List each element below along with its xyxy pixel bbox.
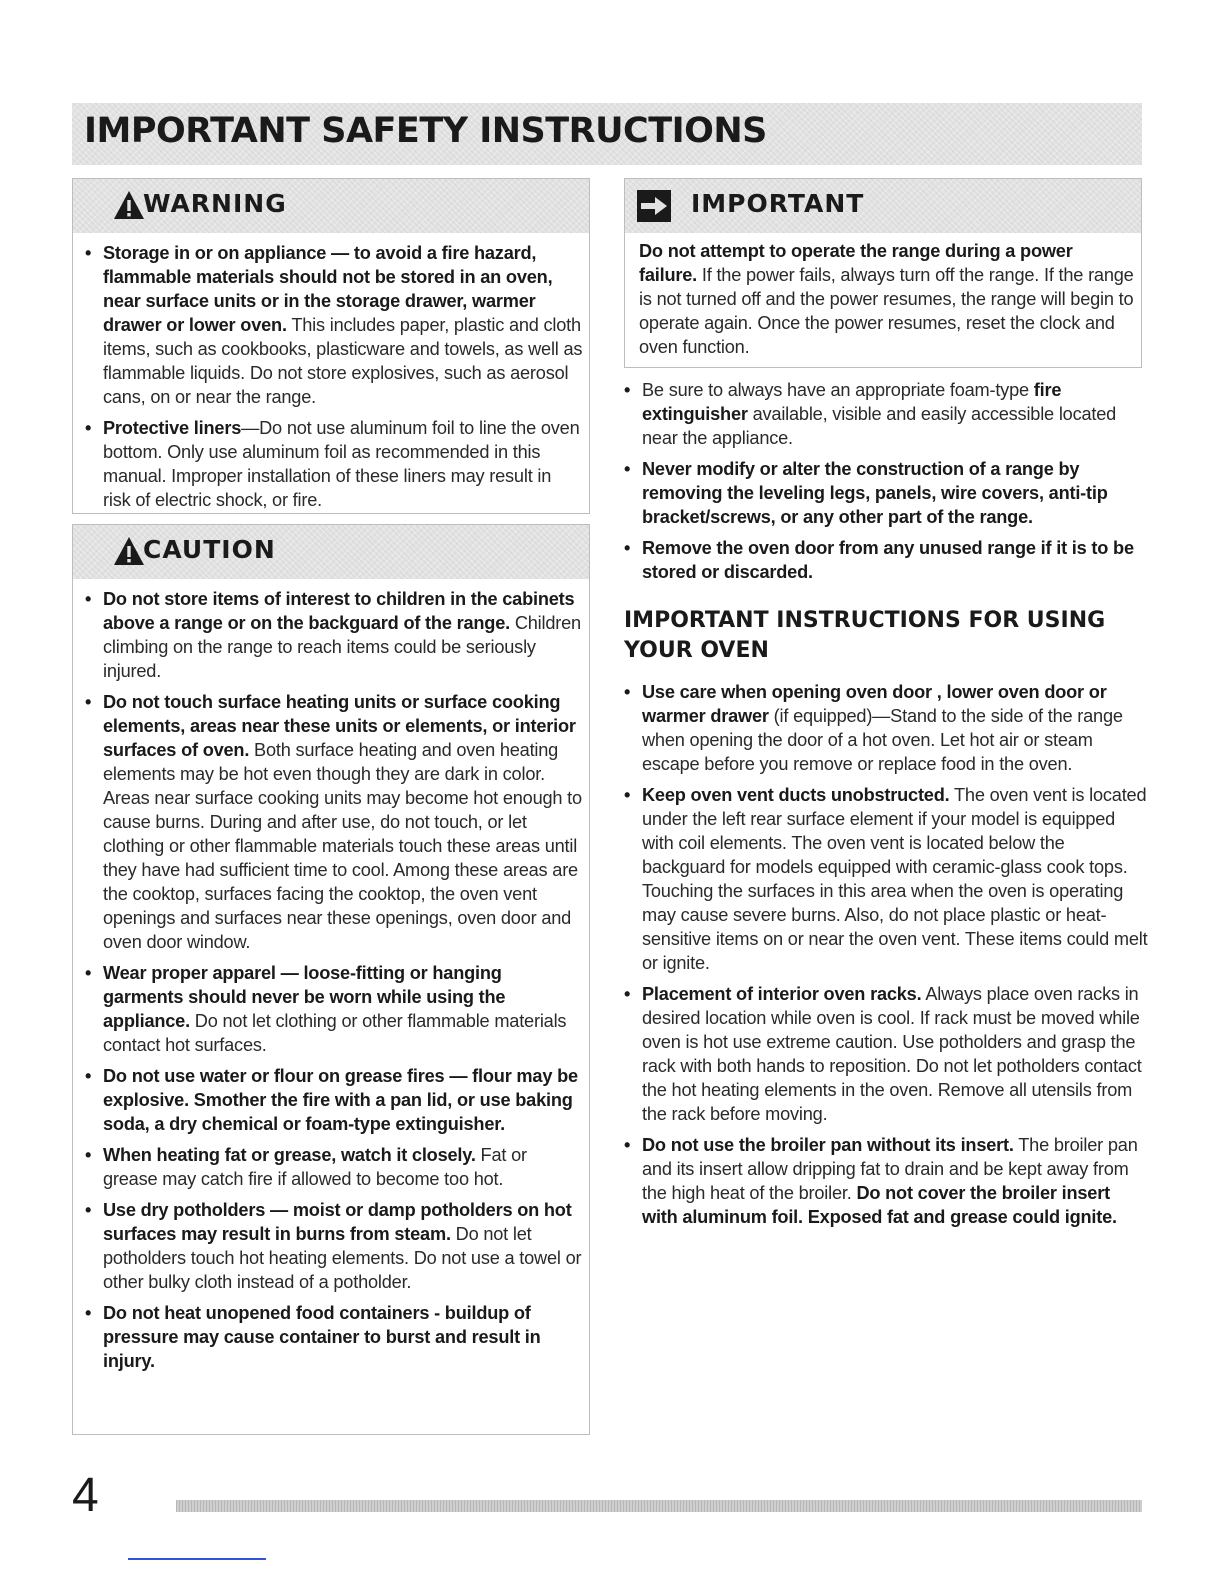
bullet: • (85, 243, 92, 263)
important-label: IMPORTANT (691, 189, 865, 218)
bullet: • (624, 538, 631, 558)
item-desc: Fat or grease may catch fire if allowed to become too hot. (103, 1145, 527, 1189)
bullet: • (624, 459, 631, 479)
item-lead: Storage in or on appliance — to avoid a fire hazard, flammable materials should not be stored in an oven, near surface units or in the storage drawer, warmer drawer or lower oven. (103, 243, 553, 335)
item-lead: Remove the oven door from any unused range if it is to be stored or discarded. (642, 538, 1134, 582)
link-underline (128, 1558, 266, 1560)
item-lead: Do not use water or flour on grease fires — flour may be explosive. Smother the fire with a pan lid, or use baking soda, a dry chemical or foam-type extinguisher. (103, 1066, 578, 1134)
section-title: IMPORTANT INSTRUCTIONS FOR USING YOUR OVEN (624, 608, 1106, 663)
bullet: • (85, 963, 92, 983)
bullet: • (85, 1200, 92, 1220)
oven-item (620, 1133, 1150, 1229)
item-lead: When heating fat or grease, watch it closely. (103, 1145, 476, 1165)
item-desc: available, visible and easily accessible located near the appliance. (642, 404, 1117, 448)
warning-triangle-icon (113, 190, 145, 220)
item-desc: If the power fails, always turn off the range. If the range is not turned off and the power resumes, the range will begin to operate again. Once the power resumes, reset the clock and oven function. (639, 265, 1134, 357)
item-lead: Do not use the broiler pan without its insert. (642, 1135, 1014, 1155)
bullet: • (85, 692, 92, 712)
bullet: • (85, 1145, 92, 1165)
oven-item (620, 783, 1150, 975)
oven-item (620, 982, 1150, 1126)
title-banner (72, 103, 1142, 165)
caution-item (81, 690, 583, 954)
caution-label: CAUTION (143, 535, 276, 564)
bullet: • (85, 418, 92, 438)
bullet: • (624, 682, 631, 702)
item-lead: fire extinguisher (642, 380, 1062, 424)
item-lead: Protective liners (103, 418, 242, 438)
right-item (620, 457, 1150, 529)
page-number: 4 (72, 1469, 99, 1522)
important-panel (624, 178, 1142, 368)
caution-item (81, 1301, 583, 1373)
bullet: • (85, 589, 92, 609)
item-desc: This includes paper, plastic and cloth items, such as cookbooks, plasticware and towels, as well as flammable liquids. Do not store explosives, such as aerosol cans, on or near the range. (103, 315, 583, 407)
item-desc: —Do not use aluminum foil to line the oven bottom. Only use aluminum foil as recommended in this manual. Improper installation of these liners may result in risk of electric shock, or fire. (103, 418, 580, 510)
oven-item (620, 680, 1150, 776)
item-desc: Do not let potholders touch hot heating elements. Do not use a towel or other bulky cloth instead of a potholder. (103, 1224, 582, 1292)
item-desc: Children climbing on the range to reach items could be seriously injured. (103, 613, 581, 681)
item-lead: Do not attempt to operate the range during a power failure. (639, 241, 1073, 285)
bullet: • (85, 1303, 92, 1323)
right-column (620, 378, 1150, 1236)
footer-rule (176, 1500, 1142, 1512)
item-lead: Never modify or alter the construction of a range by removing the leveling legs, panels, wire covers, anti-tip bracket/screws, or any other part of the range. (642, 459, 1108, 527)
warning-header (73, 179, 589, 233)
item-desc: Always place oven racks in desired location while oven is cool. If rack must be moved while oven is hot use extreme caution. Use potholders and grasp the rack with both hands to reposition. Do not let potholders contact the hot heating elements in the oven. Remove all utensils from the rack before moving. (642, 984, 1142, 1124)
item-desc: The broiler pan and its insert allow dripping fat to drain and be kept away from the high heat of the broiler. (642, 1135, 1138, 1203)
right-item (620, 378, 1150, 450)
page-title: IMPORTANT SAFETY INSTRUCTIONS (84, 111, 767, 151)
arrow-notice-icon (637, 190, 671, 222)
bullet: • (85, 1066, 92, 1086)
item-lead: Wear proper apparel — loose-fitting or hanging garments should never be worn while using the appliance. (103, 963, 506, 1031)
caution-item (81, 1198, 583, 1294)
bullet: • (624, 1135, 631, 1155)
item-lead: Use dry potholders — moist or damp potholders on hot surfaces may result in burns from steam. (103, 1200, 572, 1244)
item-lead: Placement of interior oven racks. (642, 984, 922, 1004)
warning-item-storage (81, 241, 583, 409)
caution-item (81, 1064, 583, 1136)
warning-panel (72, 178, 590, 514)
item-desc: Do not let clothing or other flammable materials contact hot surfaces. (103, 1011, 567, 1055)
bullet: • (624, 984, 631, 1004)
item-desc: The oven vent is located under the left rear surface element if your model is equipped with coil elements. The oven vent is located below the backguard for models equipped with ceramic-glass cook tops. Touching the surfaces in this area when the oven is operating may cause severe burns. Also, do not place plastic or heat-sensitive items on or near the oven vent. These items could melt or ignite. (642, 785, 1148, 973)
item-lead: Do not store items of interest to children in the cabinets above a range or on the backguard of the range. (103, 589, 575, 633)
item-lead: Keep oven vent ducts unobstructed. (642, 785, 950, 805)
bullet: • (624, 785, 631, 805)
item-tail: Do not cover the broiler insert with aluminum foil. Exposed fat and grease could ignite. (642, 1183, 1117, 1227)
item-desc: (if equipped)—Stand to the side of the range when opening the door of a hot oven. Let hot air or steam escape before you remove or replace food in the oven. (642, 706, 1123, 774)
warning-triangle-icon (113, 536, 145, 566)
item-lead: Use care when opening oven door , lower oven door or warmer drawer (642, 682, 1107, 726)
warning-label: WARNING (143, 189, 287, 218)
right-item (620, 536, 1150, 584)
item-pre: Be sure to always have an appropriate foam-type (642, 380, 1034, 400)
item-lead: Do not heat unopened food containers - buildup of pressure may cause container to burst and result in injury. (103, 1303, 541, 1371)
caution-item (81, 587, 583, 683)
caution-header (73, 525, 589, 579)
item-desc: Both surface heating and oven heating elements may be hot even though they are dark in color. Areas near surface cooking units may become hot enough to cause burns. During and after use, do not touch, or let clothing or other flammable materials touch these areas until they have had sufficient time to cool. Among these areas are the cooktop, surfaces facing the cooktop, the oven vent openings and surfaces near these openings, oven door and oven door window. (103, 740, 582, 952)
important-header (625, 179, 1141, 233)
caution-item (81, 961, 583, 1057)
important-item (639, 239, 1135, 359)
item-lead: Do not touch surface heating units or surface cooking elements, areas near these units or elements, or interior surfaces of oven. (103, 692, 576, 760)
warning-item-liners (81, 416, 583, 512)
caution-panel (72, 524, 590, 1435)
caution-item (81, 1143, 583, 1191)
bullet: • (624, 380, 631, 400)
